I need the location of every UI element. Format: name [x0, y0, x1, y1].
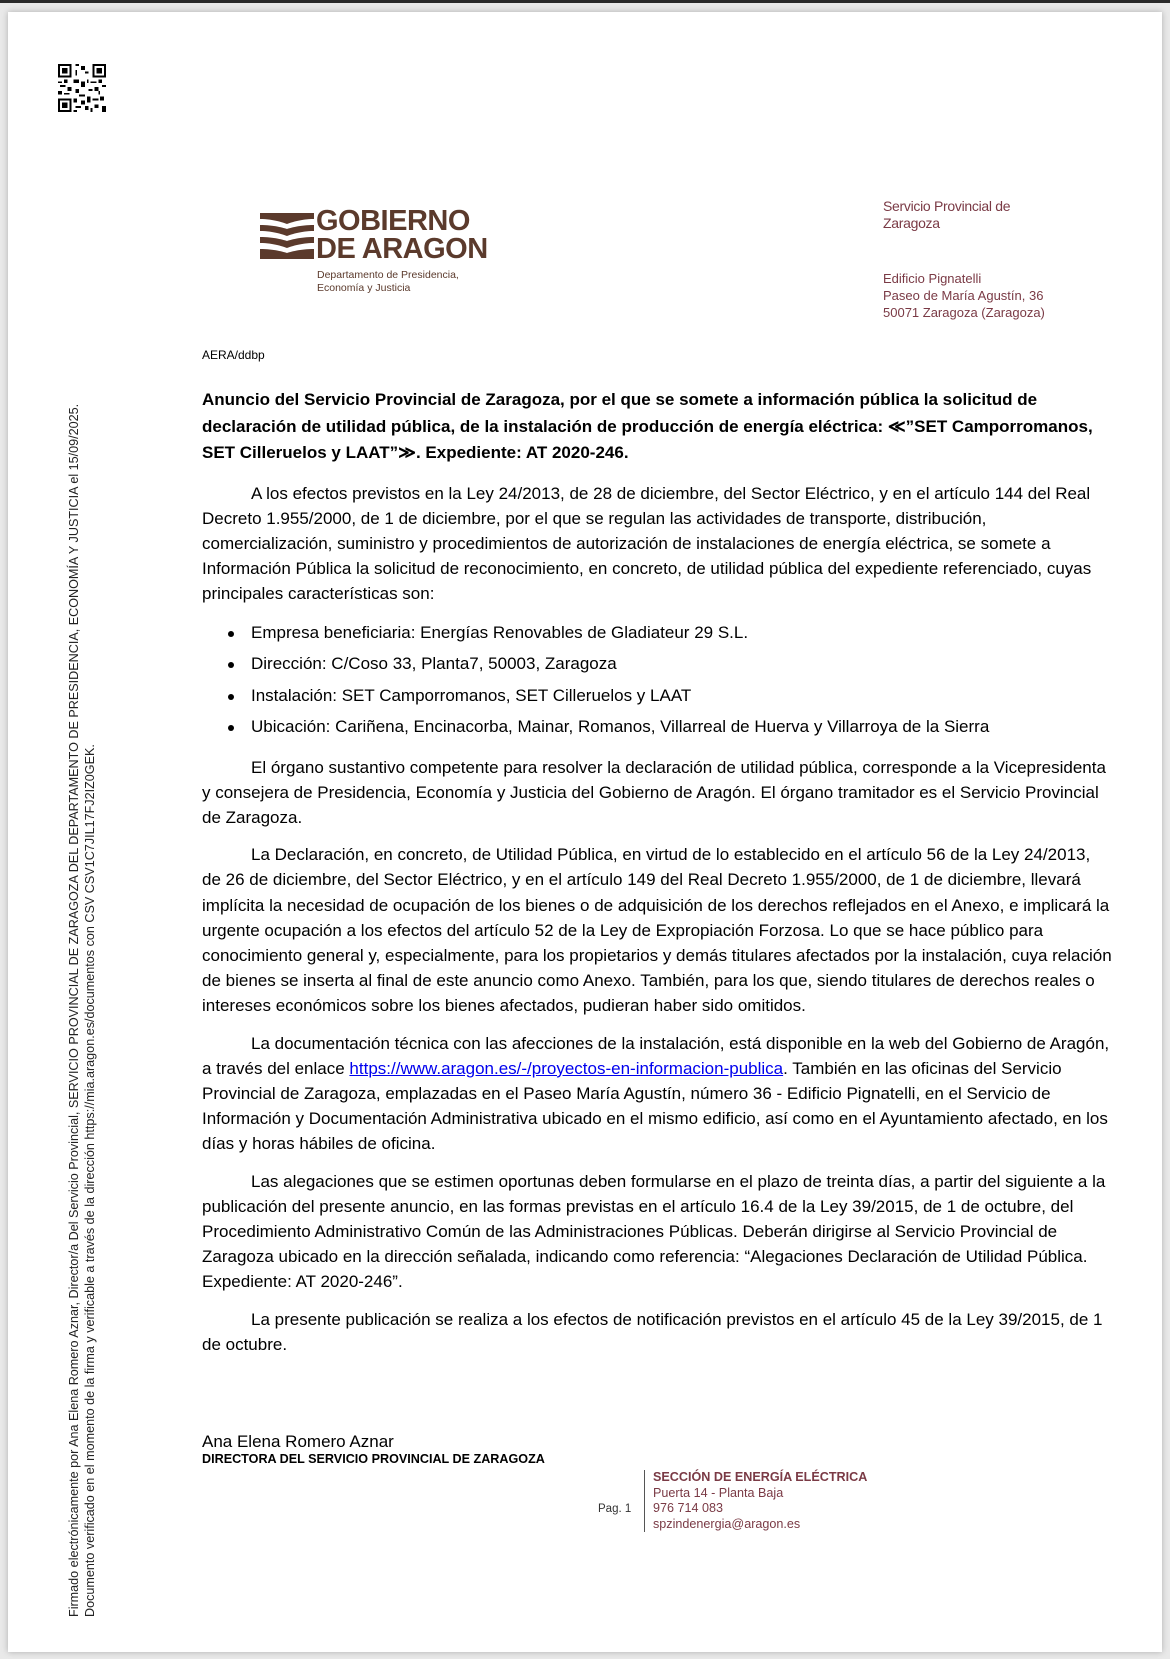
signature-block — [202, 1432, 545, 1467]
reference-code: AERA/ddbp — [202, 348, 265, 362]
aragon-wave-emblem-icon — [260, 211, 314, 261]
office-name: Servicio Provincial de Zaragoza — [883, 198, 1011, 231]
declaracion-paragraph: La Declaración, en concreto, de Utilidad Pública, en virtud de lo establecido en el artículo 56 de la Ley 24/2013, de 26 de diciembre, del Sector Eléctrico, y en el artículo 149 del Real Decreto 1.955/2000, de 1 de diciembre, llevará implícita la necesidad de ocupación de los bienes o de adquisición de los derechos reflejados en el Anexo, e implicará la urgente ocupación a los efectos del artículo 52 de la Ley de Expropiación Forzosa. Lo que se hace público para conocimiento general y, especialmente, para los propietarios y demás titulares afectados por la instalación, cuya relación de bienes se inserta al final de este anuncio como Anexo. También, para los que, siendo titulares de derechos reales o intereses económicos sobre los bienes afectados, pudieran haber sido omitidos. — [202, 845, 1112, 1016]
document-page — [8, 12, 1162, 1652]
characteristics-list — [202, 617, 1112, 743]
alegaciones-paragraph: Las alegaciones que se estimen oportunas deben formularse en el plazo de treinta días, a partir del siguiente a la publicación del presente anuncio, en las formas previstas en el artículo 16.4 de la Ley 39/2015, de 1 de octubre, del Procedimiento Administrativo Común de las Administraciones Públicas. Deberán dirigirse al Servicio Provincial de Zaragoza ubicado en la dirección señalada, indicando como referencia: “Alegaciones Declaración de Utilidad Pública. Expediente: AT 2020-246”. — [202, 1171, 1106, 1292]
list-item: Dirección: C/Coso 33, Planta7, 50003, Zaragoza — [251, 648, 1112, 680]
stamp-line-2: Documento verificado en el momento de la firma y verificable a través de la dirección https://mia.aragon.es/documentos con CSV CSV1C7JIL17FJ2IZ0GEK. — [83, 744, 97, 1617]
window-top-edge — [0, 0, 1170, 3]
signer-role: DIRECTORA DEL SERVICIO PROVINCIAL DE ZARAGOZA — [202, 1452, 545, 1466]
logo-title: GOBIERNO DE ARAGON — [316, 205, 488, 265]
footer-email: spzindenergia@aragon.es — [653, 1516, 801, 1531]
publicacion-paragraph: La presente publicación se realiza a los efectos de notificación previstos en el artículo 45 de la Ley 39/2015, de 1 de octubre. — [202, 1309, 1103, 1354]
documentacion-paragraph: La documentación técnica con las afecciones de la instalación, está disponible en la web del Gobierno de Aragón, a través del enlace https://www.aragon.es/-/proyectos-en-informacion-publica. También en las oficinas del Servicio Provincial de Zaragoza, emplazadas en el Paseo María Agustín, número 36 - Edificio Pignatelli, en el Servicio de Información y Documentación Administrativa ubicado en el mismo edificio, así como en el Ayuntamiento afectado, en los días y horas hábiles de oficina. — [202, 1033, 1110, 1154]
list-item: Instalación: SET Camporromanos, SET Cilleruelos y LAAT — [251, 680, 1112, 712]
footer-section: SECCIÓN DE ENERGÍA ELÉCTRICA — [653, 1470, 868, 1484]
page-number: Pag. 1 — [598, 1503, 632, 1515]
office-address: Edificio Pignatelli Paseo de María Agustín, 36 50071 Zaragoza (Zaragoza) — [883, 271, 1045, 320]
qr-code-icon — [58, 64, 106, 112]
footer-contact — [653, 1470, 867, 1532]
proyectos-informacion-publica-link[interactable]: https://www.aragon.es/-/proyectos-en-informacion-publica — [349, 1058, 784, 1078]
document-body — [202, 347, 1112, 1357]
signer-name: Ana Elena Romero Aznar — [202, 1432, 394, 1451]
logo-department: Departamento de Presidencia, Economía y Justicia — [317, 269, 459, 294]
footer-divider — [644, 1470, 645, 1532]
footer-phone: 976 714 083 — [653, 1501, 724, 1515]
organo-paragraph: El órgano sustantivo competente para resolver la declaración de utilidad pública, corresponde a la Vicepresidenta y consejera de Presidencia, Economía y Justicia del Gobierno de Aragón. El órgano tramitador es el Servicio Provincial de Zaragoza. — [202, 757, 1106, 827]
stamp-line-1: Firmado electrónicamente por Ana Elena Romero Aznar, Director/a Del Servicio Provincial, SERVICIO PROVINCIAL DE ZARAGOZA DEL DEPARTAMENTO DE PRESIDENCIA, ECONOMÍA Y JUSTICIA el 15/09/2025. — [67, 403, 81, 1617]
footer-location: Puerta 14 - Planta Baja — [653, 1485, 784, 1500]
announcement-title: Anuncio del Servicio Provincial de Zaragoza, por el que se somete a información pública la solicitud de declaración de utilidad pública, de la instalación de producción de energía eléctrica: ≪”SET Camporromanos, SET Cilleruelos y LAAT”≫. Expediente: AT 2020-246. — [202, 390, 1093, 462]
office-header — [883, 198, 1045, 321]
list-item: Empresa beneficiaria: Energías Renovables de Gladiateur 29 S.L. — [251, 617, 1112, 649]
intro-paragraph: A los efectos previstos en la Ley 24/2013, de 28 de diciembre, del Sector Eléctrico, y en el artículo 144 del Real Decreto 1.955/2000, de 1 de diciembre, por el que se regulan las actividades de transporte, distribución, comercialización, suministro y procedimientos de autorización de instalaciones de energía eléctrica, se somete a Información Pública la solicitud de reconocimiento, en concreto, de utilidad pública del expediente referenciado, cuyas principales características son: — [202, 483, 1092, 604]
electronic-signature-stamp — [66, 404, 98, 1617]
list-item: Ubicación: Cariñena, Encinacorba, Mainar, Romanos, Villarreal de Huerva y Villarroya de la Sierra — [251, 711, 1112, 743]
